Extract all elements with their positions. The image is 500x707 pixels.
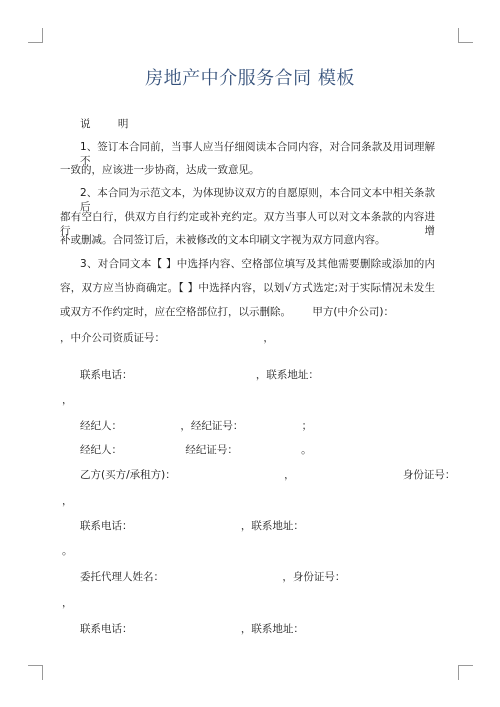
text-line: 1、签订本合同前，当事人应当仔细阅读本合同内容，对合同条款及用词理解不 — [80, 141, 435, 167]
form-line: 联系电话： ，联系地址： — [80, 520, 304, 532]
form-line: ， — [62, 597, 73, 609]
form-line: 经纪人： ，经纪证号： ； — [80, 420, 313, 432]
crop-mark-top-right — [458, 28, 473, 43]
form-line: ，中介公司资质证号： ， — [60, 332, 274, 344]
crop-mark-bottom-right — [458, 665, 473, 680]
text-line: 容，双方应当协商确定。【 】中选择内容，以划√方式选定;对于实际情况未发生 — [60, 282, 435, 294]
form-line: 联系电话： ，联系地址： — [80, 369, 319, 381]
crop-mark-top-left — [28, 28, 43, 43]
form-line: ， — [62, 495, 73, 507]
document-title: 房地产中介服务合同 模板 — [145, 68, 355, 89]
notes-heading: 说 明 — [80, 118, 141, 130]
text-line: 2、本合同为示范文本，为体现协议双方的自愿原则，本合同文本中相关条款后 — [80, 187, 435, 213]
text-line: 一致的，应该进一步协商，达成一致意见。 — [60, 164, 260, 176]
form-line: 乙方(买方/承租方)： ， 身份证号： — [80, 469, 456, 481]
text-line: 补或删减。合同签订后，未被修改的文本印刷文字视为双方同意内容。 — [60, 234, 386, 246]
text-line: 都有空白行，供双方自行约定或补充约定。双方当事人可以对文本条款的内容进行增 — [60, 211, 435, 237]
form-line: 经纪人： 经纪证号： 。 — [80, 444, 312, 456]
form-line: 。 — [62, 545, 73, 557]
form-line: 委托代理人姓名： ，身份证号： — [80, 571, 346, 583]
form-line: ， — [62, 394, 73, 406]
text-line: 或双方不作约定时，应在空格部位打，以示删除。 甲方(中介公司)： — [60, 306, 395, 318]
crop-mark-bottom-left — [28, 665, 43, 680]
form-line: 联系电话： ，联系地址： — [80, 623, 304, 635]
text-line: 3、对合同文本【 】中选择内容、空格部位填写及其他需要删除或添加的内 — [80, 258, 435, 270]
